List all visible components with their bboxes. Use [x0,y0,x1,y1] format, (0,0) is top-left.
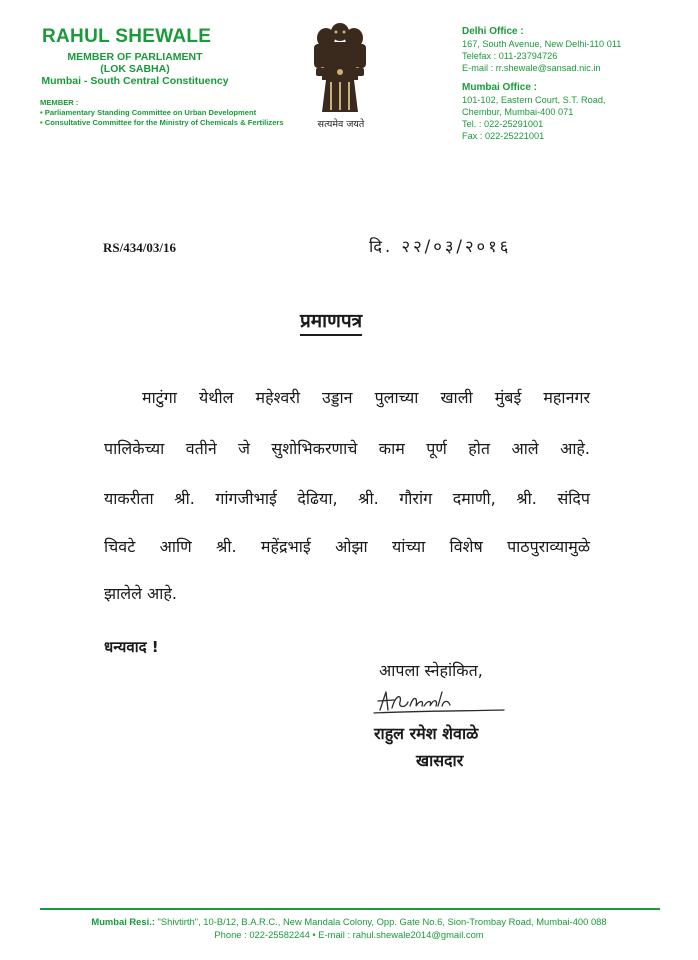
reference-number: RS/434/03/16 [103,240,176,255]
delhi-office-address: 167, South Avenue, New Delhi-110 011 [462,39,622,49]
committee-item: • Parliamentary Standing Committee on Urban Development [40,108,257,117]
footer-label: Mumbai Resi.: [91,916,155,927]
signatory-name: राहुल रमेश शेवाळे [374,724,479,743]
footer [0,915,698,941]
body-line: माटुंगा येथील महेश्वरी उड्डान पुलाच्या खाली मुंबई महानगर [142,388,590,407]
thanks-note: धन्यवाद ! [104,638,159,656]
signatory-title: खासदार [416,751,464,770]
delhi-office-email: E-mail : rr.shewale@sansad.nic.in [462,63,601,73]
emblem-motto: सत्यमेव जयते [317,119,365,130]
letter-date: दि. २२/०३/२०१६ [369,237,512,256]
mumbai-office-heading: Mumbai Office : [462,82,538,93]
letter-title: प्रमाणपत्र [300,307,362,336]
mp-name: RAHUL SHEWALE [42,26,212,47]
committee-memberships [40,98,284,128]
delhi-office-telefax: Telefax : 011-23794726 [462,51,558,61]
constituency: Mumbai - South Central Constituency [41,75,229,87]
office-addresses [462,26,621,142]
mp-designation [0,51,250,87]
handwritten-signature [372,686,512,720]
role-line-2: (LOK SABHA) [100,63,170,75]
role-line-1: MEMBER OF PARLIAMENT [67,51,203,63]
footer-contact: Phone : 022-25582244 • E-mail : rahul.shewale2014@gmail.com [214,929,484,940]
footer-address: "Shivtirth", 10-B/12, B.A.R.C., New Mandala Colony, Opp. Gate No.6, Sion-Trombay Road, Mumbai-400 088 [154,916,607,927]
body-line: झालेले आहे. [104,584,177,603]
member-heading: MEMBER : [40,98,79,107]
body-line: चिवटे आणि श्री. महेंद्रभाई ओझा यांच्या विशेष पाठपुराव्यामुळे [104,537,590,556]
mumbai-office-address-1: 101-102, Eastern Court, S.T. Road, [462,95,606,105]
body-line: पालिकेच्या वतीने जे सुशोभिकरणाचे काम पूर्ण होत आले आहे. [104,439,590,458]
footer-divider [40,908,660,910]
mumbai-office-address-2: Chembur, Mumbai-400 071 [462,107,574,117]
mumbai-office-fax: Fax : 022-25221001 [462,131,545,141]
delhi-office-heading: Delhi Office : [462,26,524,37]
closing-salutation: आपला स्नेहांकित, [379,661,483,680]
committee-item: • Consultative Committee for the Ministry of Chemicals & Fertilizers [40,118,284,127]
body-line: याकरीता श्री. गांगजीभाई देढिया, श्री. गौरांग दमाणी, श्री. संदिप [104,489,590,508]
national-emblem-icon [306,20,374,116]
mumbai-office-tel: Tel. : 022-25291001 [462,119,544,129]
